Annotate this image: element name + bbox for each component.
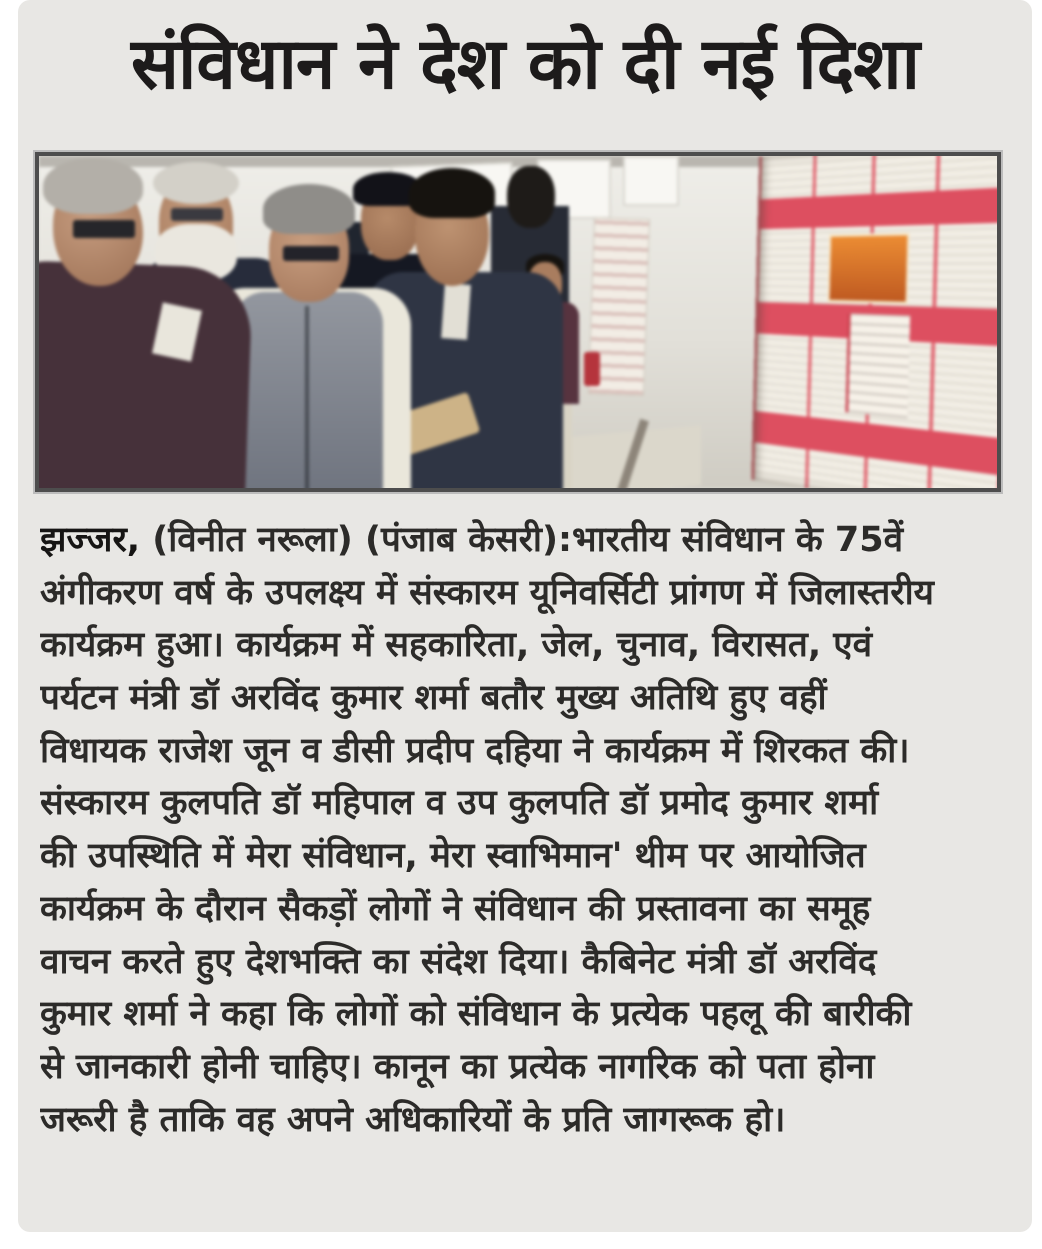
article-line: कुमार शर्मा ने कहा कि लोगों को संविधान के प्रत्येक पहलू की बारीकी xyxy=(40,994,912,1035)
news-photo xyxy=(35,152,1001,492)
article-line: की उपस्थिति में मेरा संविधान, मेरा स्वाभिमान' थीम पर आयोजित xyxy=(40,836,866,877)
article-line: वाचन करते हुए देशभक्ति का संदेश दिया। कैबिनेट मंत्री डॉ अरविंद xyxy=(40,941,877,982)
article-line: जरूरी है ताकि वह अपने अधिकारियों के प्रति जागरूक हो। xyxy=(40,1099,786,1140)
article-body xyxy=(40,514,1016,1146)
article-line: अंगीकरण वर्ष के उपलक्ष्य में संस्कारम यूनिवर्सिटी प्रांगण में जिलास्तरीय xyxy=(40,572,934,613)
article-line xyxy=(40,514,1016,567)
chief-guest-hair xyxy=(263,184,355,234)
certificate-document xyxy=(846,313,911,418)
exhibit-board xyxy=(751,152,1001,492)
article-line: कार्यक्रम हुआ। कार्यक्रम में सहकारिता, जेल, चुनाव, विरासत, एवं xyxy=(40,625,873,666)
article-line: संस्कारम कुलपति डॉ महिपाल व उप कुलपति डॉ प्रमोद कुमार शर्मा xyxy=(40,783,879,824)
person-white-beard-glasses xyxy=(171,208,223,221)
article-line: से जानकारी होनी चाहिए। कानून का प्रत्येक नागरिक को पता होना xyxy=(40,1046,875,1087)
article-line: कार्यक्रम के दौरान सैकड़ों लोगों ने संविधान की प्रस्तावना का समूह xyxy=(40,888,871,929)
person-maroon-jacket-glasses xyxy=(73,220,135,238)
window xyxy=(623,156,679,206)
news-photo-scene xyxy=(39,156,997,488)
fire-extinguisher xyxy=(584,352,600,386)
article-lines xyxy=(40,567,1016,1147)
headline: संविधान ने देश को दी नई दिशा xyxy=(130,22,920,105)
person-young-suit-hair xyxy=(409,168,495,218)
person-maroon-jacket-body xyxy=(35,260,253,492)
article-line: पर्यटन मंत्री डॉ अरविंद कुमार शर्मा बतौर मुख्य अतिथि हुए वहीं xyxy=(40,678,827,719)
article-line: विधायक राजेश जून व डीसी प्रदीप दहिया ने कार्यक्रम में शिरकत की। xyxy=(40,730,910,771)
person-maroon-jacket-hair xyxy=(43,158,143,214)
highlighted-certificate xyxy=(828,233,910,305)
dateline: झज्जर, xyxy=(40,520,141,560)
newspaper-clipping xyxy=(18,0,1032,1232)
chief-guest-glasses xyxy=(283,246,339,261)
chief-guest-vest-buttons xyxy=(305,306,309,491)
person-young-suit-shirt xyxy=(441,283,471,340)
person-white-beard-hair xyxy=(153,162,239,204)
person-suit-background-head xyxy=(507,166,555,228)
article-line-text: (विनीत नरूला) (पंजाब केसरी):भारतीय संविधान के 75वें xyxy=(140,520,904,560)
